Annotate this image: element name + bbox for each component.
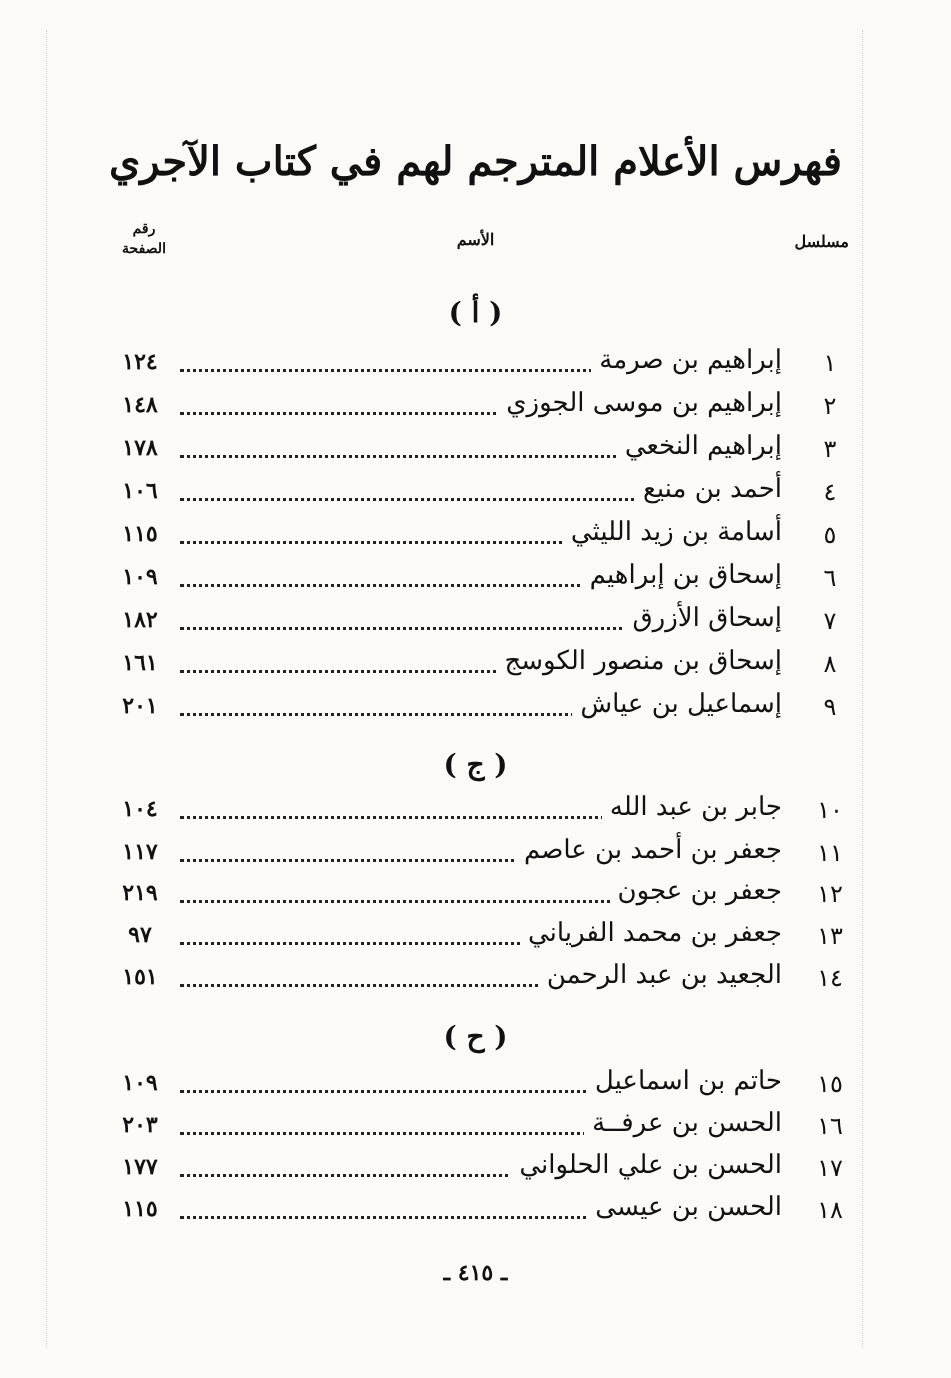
person-name: جعفر بن أحمد بن عاصم — [516, 835, 782, 865]
serial-number: ٣ — [823, 435, 837, 463]
serial-number: ٥ — [823, 521, 837, 549]
page-number: ١٠٩ — [122, 1070, 158, 1096]
page-number: ١٦١ — [122, 650, 158, 676]
section-letter: ( ح ) — [443, 1020, 508, 1053]
serial-number: ١٢ — [817, 880, 843, 908]
page-number: ١٢٤ — [122, 349, 158, 375]
person-name: الجعيد بن عبد الرحمن — [539, 960, 782, 990]
person-name: إسحاق الأزرق — [625, 603, 783, 633]
index-row — [110, 345, 850, 385]
index-row — [110, 517, 850, 557]
serial-number: ١ — [823, 349, 837, 377]
serial-number: ١٦ — [817, 1112, 843, 1140]
person-name: أحمد بن منيع — [635, 474, 782, 504]
index-row — [110, 792, 850, 832]
index-row — [110, 960, 850, 1000]
section-letter: ( أ ) — [448, 296, 503, 329]
index-row — [110, 603, 850, 643]
page-number: ١١٥ — [122, 521, 158, 547]
page-number: ١١٥ — [122, 1196, 158, 1222]
index-row — [110, 1150, 850, 1190]
serial-number: ١٧ — [817, 1154, 843, 1182]
margin-line-right — [862, 30, 863, 1348]
index-row — [110, 474, 850, 514]
serial-number: ٦ — [823, 564, 837, 592]
person-name: جابر بن عبد الله — [602, 792, 782, 822]
page-footer-number: ـ ٤١٥ ـ — [443, 1260, 508, 1286]
index-row — [110, 1066, 850, 1106]
serial-number: ٧ — [823, 607, 837, 635]
page-number: ١٠٤ — [122, 796, 158, 822]
index-row — [110, 560, 850, 600]
index-row — [110, 876, 850, 916]
person-name: إسماعيل بن عياش — [572, 689, 782, 719]
header-serial: مسلسل — [794, 232, 849, 251]
page-number: ٢٠١ — [122, 693, 158, 719]
page-number: ١١٧ — [122, 839, 158, 865]
serial-number: ١٠ — [817, 796, 843, 824]
index-row — [110, 1108, 850, 1148]
page-number: ١٠٦ — [122, 478, 158, 504]
serial-number: ٩ — [823, 693, 837, 721]
index-row — [110, 646, 850, 686]
page-number: ١٨٢ — [122, 607, 158, 633]
index-row — [110, 689, 850, 729]
serial-number: ١٤ — [817, 964, 843, 992]
header-name: الأسم — [456, 230, 495, 249]
page-number: ٩٧ — [128, 922, 152, 948]
serial-number: ٨ — [823, 650, 837, 678]
person-name: حاتم بن اسماعيل — [587, 1066, 782, 1096]
person-name: الحسن بن علي الحلواني — [511, 1150, 782, 1180]
person-name: إبراهيم بن صرمة — [591, 345, 782, 375]
person-name: إبراهيم بن موسى الجوزي — [498, 388, 782, 418]
serial-number: ٤ — [823, 478, 837, 506]
page-title: فهرس الأعلام المترجم لهم في كتاب الآجري — [108, 138, 843, 185]
section-letter: ( ج ) — [443, 748, 508, 781]
index-row — [110, 388, 850, 428]
page-number: ١٤٨ — [122, 392, 158, 418]
page-number: ١٧٧ — [122, 1154, 158, 1180]
page-number: ٢١٩ — [122, 880, 158, 906]
page-number: ١٧٨ — [122, 435, 158, 461]
index-row — [110, 431, 850, 471]
person-name: أسامة بن زيد الليثي — [563, 517, 782, 547]
page-number: ١٥١ — [122, 964, 158, 990]
person-name: إسحاق بن إبراهيم — [582, 560, 782, 590]
serial-number: ١٨ — [817, 1196, 843, 1224]
index-row — [110, 918, 850, 958]
serial-number: ٢ — [823, 392, 837, 420]
header-page-line2: الصفحة — [122, 241, 166, 257]
index-row — [110, 1192, 850, 1232]
person-name: جعفر بن عجون — [610, 876, 783, 906]
person-name: الحسن بن عيسى — [587, 1192, 782, 1222]
index-row — [110, 835, 850, 875]
serial-number: ١١ — [817, 839, 843, 867]
page-number: ٢٠٣ — [122, 1112, 158, 1138]
page-number: ١٠٩ — [122, 564, 158, 590]
serial-number: ١٥ — [817, 1070, 843, 1098]
header-page-line1: رقم — [132, 221, 156, 237]
person-name: إبراهيم النخعي — [617, 431, 782, 461]
margin-line-left — [46, 30, 47, 1348]
person-name: جعفر بن محمد الفرياني — [520, 918, 782, 948]
person-name: إسحاق بن منصور الكوسج — [496, 646, 782, 676]
serial-number: ١٣ — [817, 922, 843, 950]
header-page — [112, 219, 176, 259]
person-name: الحسن بن عرفــة — [584, 1108, 782, 1138]
